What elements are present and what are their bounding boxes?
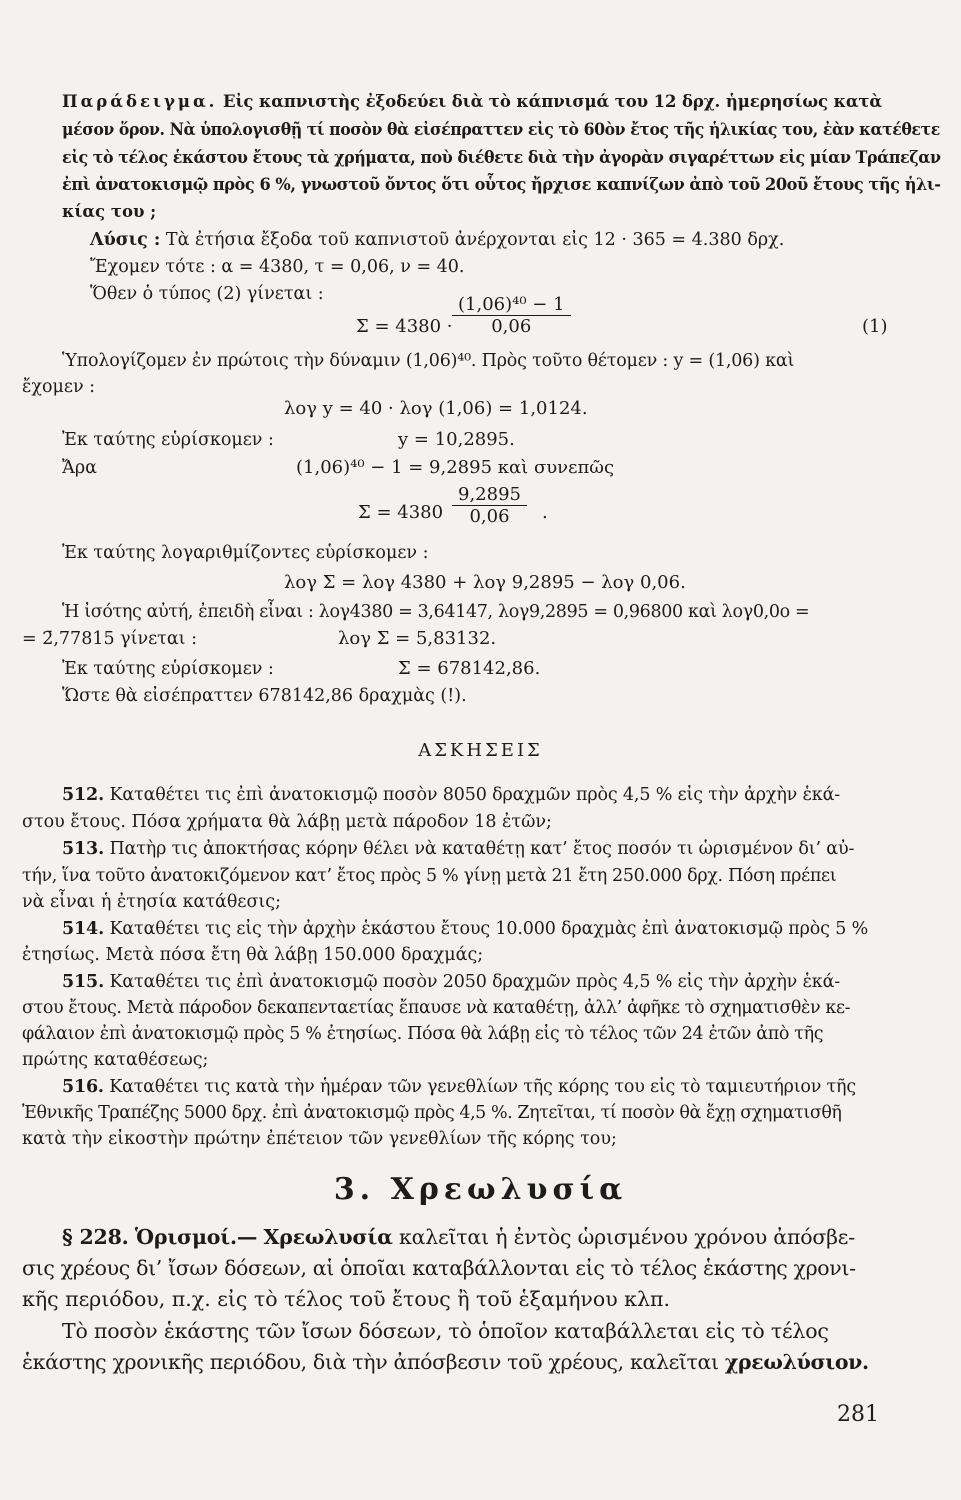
chapter-title: 3. Χρεωλυσία [333, 1172, 628, 1207]
equation-1-fraction [452, 294, 571, 337]
solution-label: Λύσις : [90, 230, 161, 250]
exercise-516-line-1 [62, 1074, 856, 1100]
exercise-515-number: 515. [62, 972, 105, 992]
example-line-3: εἰς τὸ τέλος ἑκάστου ἔτους τὰ χρήματα, ποὺ διέθετε διὰ τὴν ἀγορὰν σιγαρέττων εἰς μίαν Τράπεζαν [62, 148, 941, 167]
example-text-1: Εἰς καπνιστὴς ἐξοδεύει διὰ τὸ κάπνισμά του 12 δρχ. ἡμερησίως κατὰ [223, 92, 883, 111]
section-title: Ὁρισμοί.— [134, 1225, 258, 1249]
equation-2: λογ y = 40 · λογ (1,06) = 1,0124. [284, 398, 588, 419]
section-line-4: Τὸ ποσὸν ἑκάστης τῶν ἴσων δόσεων, τὸ ὁποῖον καταβάλλεται εἰς τὸ τέλος [62, 1319, 829, 1343]
exercise-513-line-1 [62, 836, 854, 862]
solution-line-7: Ἐκ ταύτης λογαριθμίζοντες εὑρίσκομεν : [62, 543, 429, 563]
exercise-512-text-1: Καταθέτει τις ἐπὶ ἀνατοκισμῷ ποσὸν 8050 δραχμῶν πρὸς 4,5 % εἰς τὴν ἀρχὴν ἑκά- [109, 785, 841, 805]
exercise-516-text-1: Καταθέτει τις κατὰ τὴν ἡμέραν τῶν γενεθλίων τῆς κόρης του εἰς τὸ ταμιευτήριον τῆς [109, 1077, 856, 1097]
section-text-1: καλεῖται ἡ ἐντὸς ὡρισμένου χρόνου ἀπόσβε- [398, 1225, 855, 1249]
section-term: Χρεωλυσία [263, 1225, 393, 1249]
solution-line-10-eq: Σ = 678142,86. [398, 658, 541, 679]
exercise-512-line-2: στου ἔτους. Πόσα χρήματα θὰ λάβῃ μετὰ πάροδον 18 ἐτῶν; [22, 812, 552, 832]
page-number: 281 [837, 1402, 879, 1427]
exercise-512-line-1 [62, 782, 840, 808]
exercise-515-line-1 [62, 969, 840, 995]
section-text-5: ἑκάστης χρονικῆς περιόδου, διὰ τὴν ἀπόσβεσιν τοῦ χρέους, καλεῖται [22, 1350, 719, 1374]
solution-line-9-label: = 2̄,77815 γίνεται : [22, 629, 197, 649]
section-line-2: σις χρέους δι’ ἴσων δόσεων, αἱ ὁποῖαι καταβάλλονται εἰς τὸ τέλος ἑκάστης χρονι- [22, 1256, 856, 1280]
exercise-515-line-2: στου ἔτους. Μετὰ πάροδον δεκαπενταετίας ἔπαυσε νὰ καταθέτῃ, ἀλλ’ ἀφῆκε τὸ σχηματισθὲν κε- [22, 998, 851, 1018]
section-line-1 [62, 1222, 855, 1252]
solution-line-11: Ὥστε θὰ εἰσέπραττεν 678142,86 δραχμὰς (!). [62, 686, 467, 706]
example-line-2: μέσον ὅρον. Νὰ ὑπολογισθῇ τί ποσὸν θὰ εἰσέπραττεν εἰς τὸ 60ὸν ἔτος τῆς ἡλικίας του, ἐὰν κατέθετε [62, 120, 940, 139]
exercise-514-line-1 [62, 916, 868, 942]
equation-3-numerator: 9,2895 [458, 484, 521, 505]
exercise-513-text-1: Πατὴρ τις ἀποκτήσας κόρην θέλει νὰ καταθέτῃ κατ’ ἔτος ποσόν τι ὡρισμένον δι’ αὐ- [109, 839, 855, 859]
exercise-513-line-2: τήν, ἵνα τοῦτο ἀνατοκιζόμενον κατ’ ἔτος πρὸς 5 % γίνῃ μετὰ 21 ἔτη 250.000 δρχ. Πόση πρέπει [22, 866, 837, 886]
solution-line-8: Ἡ ἰσότης αὐτή, ἐπειδὴ εἶναι : λογ4380 = 3,64147, λογ9,2895 = 0,96800 καὶ λογ0,0ο = [62, 602, 810, 622]
exercise-516-line-2: Ἐθνικῆς Τραπέζης 5000 δρχ. ἐπὶ ἀνατοκισμῷ πρὸς 4,5 %. Ζητεῖται, τί ποσὸν θὰ ἔχῃ σχηματισθῆ [22, 1103, 842, 1123]
equation-3-fraction [452, 484, 527, 527]
solution-line-10-label: Ἐκ ταύτης εὑρίσκομεν : [62, 659, 274, 679]
equation-3-end: . [542, 502, 548, 523]
exercise-512-number: 512. [62, 785, 105, 805]
exercise-513-line-3: νὰ εἶναι ἡ ἐτησία κατάθεσις; [22, 892, 281, 912]
example-line-1 [62, 89, 882, 115]
example-label: Παράδειγμα. [62, 92, 218, 111]
solution-line-6-eq: (1,06)⁴⁰ − 1 = 9,2895 καὶ συνεπῶς [296, 457, 615, 478]
equation-1-left: Σ = 4380 · [356, 316, 453, 337]
solution-line-2: Ἔχομεν τότε : α = 4380, τ = 0,06, ν = 40. [90, 257, 465, 277]
exercise-514-number: 514. [62, 919, 105, 939]
solution-line-9-eq: λογ Σ = 5,83132. [338, 628, 497, 649]
solution-text-1: Τὰ ἐτήσια ἔξοδα τοῦ καπνιστοῦ ἀνέρχονται εἰς 12 · 365 = 4.380 δρχ. [165, 230, 785, 250]
solution-line-5-eq: y = 10,2895. [398, 429, 515, 450]
exercise-516-line-3: κατὰ τὴν εἰκοστὴν πρώτην ἐπέτειον τῶν γενεθλίων τῆς κόρης του; [22, 1129, 617, 1149]
equation-3-left: Σ = 4380 [358, 502, 444, 523]
equation-4: λογ Σ = λογ 4380 + λογ 9,2895 − λογ 0,06. [284, 572, 686, 593]
section-line-3: κῆς περιόδου, π.χ. εἰς τὸ τέλος τοῦ ἔτους ἢ τοῦ ἑξαμήνου κλπ. [22, 1287, 670, 1311]
example-line-5: κίας του ; [62, 202, 157, 221]
section-term-2: χρεωλύσιον. [724, 1350, 869, 1374]
solution-line-3: Ὅθεν ὁ τύπος (2) γίνεται : [90, 284, 324, 304]
equation-1-denominator: 0,06 [452, 315, 571, 337]
solution-line-6-label: Ἄρα [62, 458, 97, 478]
section-number: § 228. [62, 1225, 129, 1249]
exercise-514-text-1: Καταθέτει τις εἰς τὴν ἀρχὴν ἑκάστου ἔτους 10.000 δραχμὰς ἐπὶ ἀνατοκισμῷ πρὸς 5 % [109, 919, 869, 939]
section-line-5 [22, 1347, 869, 1377]
example-line-4: ἐπὶ ἀνατοκισμῷ πρὸς 6 %, γνωστοῦ ὄντος ὅτι οὗτος ἤρχισε καπνίζων ἀπὸ τοῦ 20οῦ ἔτους τῆς ἡλι- [62, 175, 941, 194]
exercise-515-line-3: φάλαιον ἐπὶ ἀνατοκισμῷ πρὸς 5 % ἐτησίως. Πόσα θὰ λάβῃ εἰς τὸ τέλος τῶν 24 ἐτῶν ἀπὸ τῆς [22, 1024, 824, 1044]
solution-line-5-label: Ἐκ ταύτης εὑρίσκομεν : [62, 430, 274, 450]
exercise-514-line-2: ἐτησίως. Μετὰ πόσα ἔτη θὰ λάβῃ 150.000 δραχμάς; [22, 945, 484, 965]
solution-line-4b: ἔχομεν : [22, 377, 96, 397]
exercise-515-text-1: Καταθέτει τις ἐπὶ ἀνατοκισμῷ ποσὸν 2050 δραχμῶν πρὸς 4,5 % εἰς τὴν ἀρχὴν ἑκά- [109, 972, 841, 992]
exercises-heading: ΑΣΚΗΣΕΙΣ [418, 740, 543, 761]
solution-line-1 [90, 227, 784, 253]
solution-line-4: Ὑπολογίζομεν ἐν πρώτοις τὴν δύναμιν (1,06)⁴⁰. Πρὸς τοῦτο θέτομεν : y = (1,06) καὶ [62, 351, 795, 371]
equation-3-denominator: 0,06 [452, 505, 527, 527]
exercise-516-number: 516. [62, 1077, 104, 1097]
exercise-515-line-4: πρώτης καταθέσεως; [22, 1050, 209, 1070]
equation-1-numerator: (1,06)⁴⁰ − 1 [458, 294, 565, 315]
exercise-513-number: 513. [62, 839, 105, 859]
equation-1-tag: (1) [862, 316, 888, 337]
